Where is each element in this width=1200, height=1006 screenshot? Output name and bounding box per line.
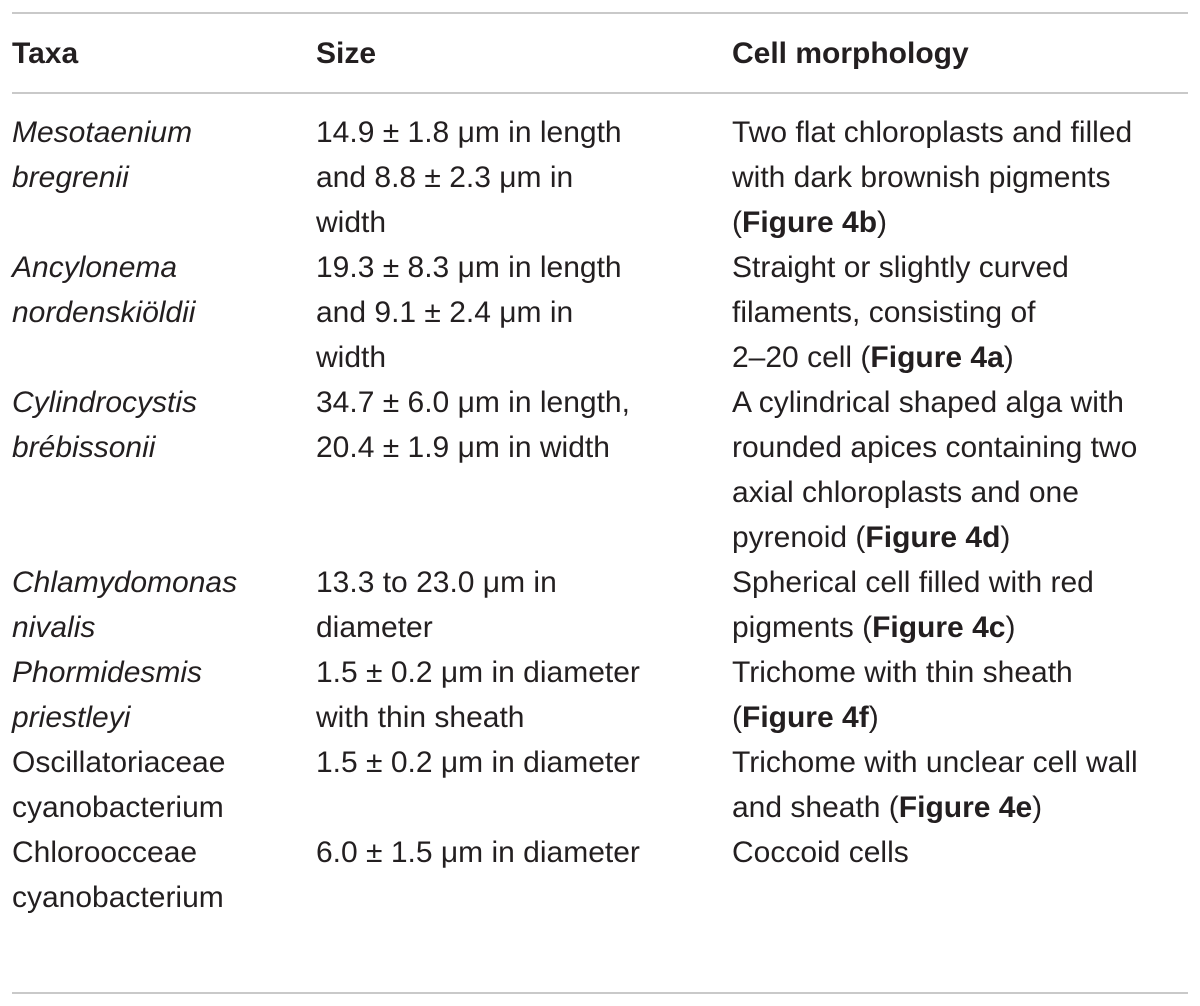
- taxa-name-line: Chloroocceae: [12, 836, 198, 869]
- taxa-cell: [12, 560, 316, 650]
- morphology-cell: [732, 740, 1188, 830]
- header-size: Size: [316, 36, 377, 70]
- morphology-text: pigments (: [732, 611, 873, 644]
- table-row: [12, 830, 1188, 920]
- morphology-cell: [732, 92, 1188, 245]
- size-cell: [316, 380, 732, 560]
- taxa-name-line: Cylindrocystis: [12, 386, 198, 419]
- taxa-name-line: bregrenii: [12, 161, 129, 194]
- morphology-text: (: [732, 701, 742, 734]
- size-cell: [316, 245, 732, 380]
- morphology-line: rounded apices containing two: [732, 431, 1138, 464]
- morphology-text: ): [1003, 341, 1014, 374]
- taxa-cell: [12, 380, 316, 560]
- size-line: and 9.1 ± 2.4 μm in: [316, 296, 574, 329]
- morphology-text: (: [732, 206, 742, 239]
- morphology-line: Trichome with thin sheath: [732, 656, 1073, 689]
- morphology-text: pyrenoid (: [732, 521, 866, 554]
- morphology-line: filaments, consisting of: [732, 296, 1036, 329]
- size-line: width: [316, 206, 387, 239]
- table-row: [12, 92, 1188, 245]
- morphology-line: Trichome with unclear cell wall: [732, 746, 1138, 779]
- morphology-line: Spherical cell filled with red: [732, 566, 1094, 599]
- morphology-line: Coccoid cells: [732, 836, 909, 869]
- morphology-line: axial chloroplasts and one: [732, 476, 1079, 509]
- morphology-line: Two flat chloroplasts and filled: [732, 116, 1133, 149]
- morphology-text: ): [1000, 521, 1011, 554]
- morphology-text: ): [868, 701, 879, 734]
- size-cell: [316, 740, 732, 830]
- size-cell: [316, 650, 732, 740]
- table-bottom-rule: [12, 992, 1188, 994]
- morphology-cell: [732, 560, 1188, 650]
- table-header-row: [12, 14, 1188, 92]
- table-row: [12, 650, 1188, 740]
- morphology-cell: [732, 830, 1188, 920]
- taxa-name-line: Ancylonema: [12, 251, 178, 284]
- size-line: width: [316, 341, 387, 374]
- size-line: 1.5 ± 0.2 μm in diameter: [316, 656, 640, 689]
- size-line: with thin sheath: [316, 701, 525, 734]
- size-line: 6.0 ± 1.5 μm in diameter: [316, 836, 640, 869]
- table-row: [12, 245, 1188, 380]
- size-line: 14.9 ± 1.8 μm in length: [316, 116, 622, 149]
- figure-reference: Figure 4a: [870, 341, 1004, 374]
- taxa-cell: [12, 830, 316, 920]
- taxa-name-line: nordenskiöldii: [12, 296, 196, 329]
- taxa-name-line: cyanobacterium: [12, 881, 224, 914]
- taxa-morphology-table: [12, 14, 1188, 920]
- taxa-name-line: Chlamydomonas: [12, 566, 238, 599]
- morphology-text: ): [1032, 791, 1043, 824]
- taxa-cell: [12, 92, 316, 245]
- figure-reference: Figure 4e: [898, 791, 1033, 824]
- table-row: [12, 380, 1188, 560]
- figure-reference: Figure 4f: [742, 701, 869, 734]
- taxa-name-line: Phormidesmis: [12, 656, 203, 689]
- table-row: [12, 740, 1188, 830]
- size-cell: [316, 92, 732, 245]
- size-line: 34.7 ± 6.0 μm in length,: [316, 386, 630, 419]
- header-cell-morphology: Cell morphology: [732, 36, 969, 70]
- morphology-text: ): [877, 206, 888, 239]
- figure-reference: Figure 4d: [865, 521, 1001, 554]
- size-cell: [316, 560, 732, 650]
- figure-reference: Figure 4b: [742, 206, 878, 239]
- morphology-line: with dark brownish pigments: [732, 161, 1111, 194]
- morphology-line: Straight or slightly curved: [732, 251, 1069, 284]
- taxa-name-line: priestleyi: [12, 701, 131, 734]
- taxa-name-line: cyanobacterium: [12, 791, 224, 824]
- morphology-text: 2–20 cell (: [732, 341, 871, 374]
- taxa-name-line: Mesotaenium: [12, 116, 193, 149]
- taxa-name-line: Oscillatoriaceae: [12, 746, 226, 779]
- table-row: [12, 560, 1188, 650]
- morphology-cell: [732, 650, 1188, 740]
- size-line: 19.3 ± 8.3 μm in length: [316, 251, 622, 284]
- size-cell: [316, 830, 732, 920]
- morphology-text: and sheath (: [732, 791, 899, 824]
- morphology-cell: [732, 380, 1188, 560]
- taxa-name-line: nivalis: [12, 611, 96, 644]
- taxa-cell: [12, 650, 316, 740]
- taxa-cell: [12, 245, 316, 380]
- header-taxa: Taxa: [12, 36, 79, 70]
- morphology-text: ): [1005, 611, 1016, 644]
- size-line: 13.3 to 23.0 μm in: [316, 566, 557, 599]
- morphology-cell: [732, 245, 1188, 380]
- taxa-name-line: brébissonii: [12, 431, 156, 464]
- size-line: and 8.8 ± 2.3 μm in: [316, 161, 574, 194]
- taxa-cell: [12, 740, 316, 830]
- figure-reference: Figure 4c: [872, 611, 1006, 644]
- size-line: diameter: [316, 611, 433, 644]
- size-line: 20.4 ± 1.9 μm in width: [316, 431, 610, 464]
- size-line: 1.5 ± 0.2 μm in diameter: [316, 746, 640, 779]
- morphology-line: A cylindrical shaped alga with: [732, 386, 1124, 419]
